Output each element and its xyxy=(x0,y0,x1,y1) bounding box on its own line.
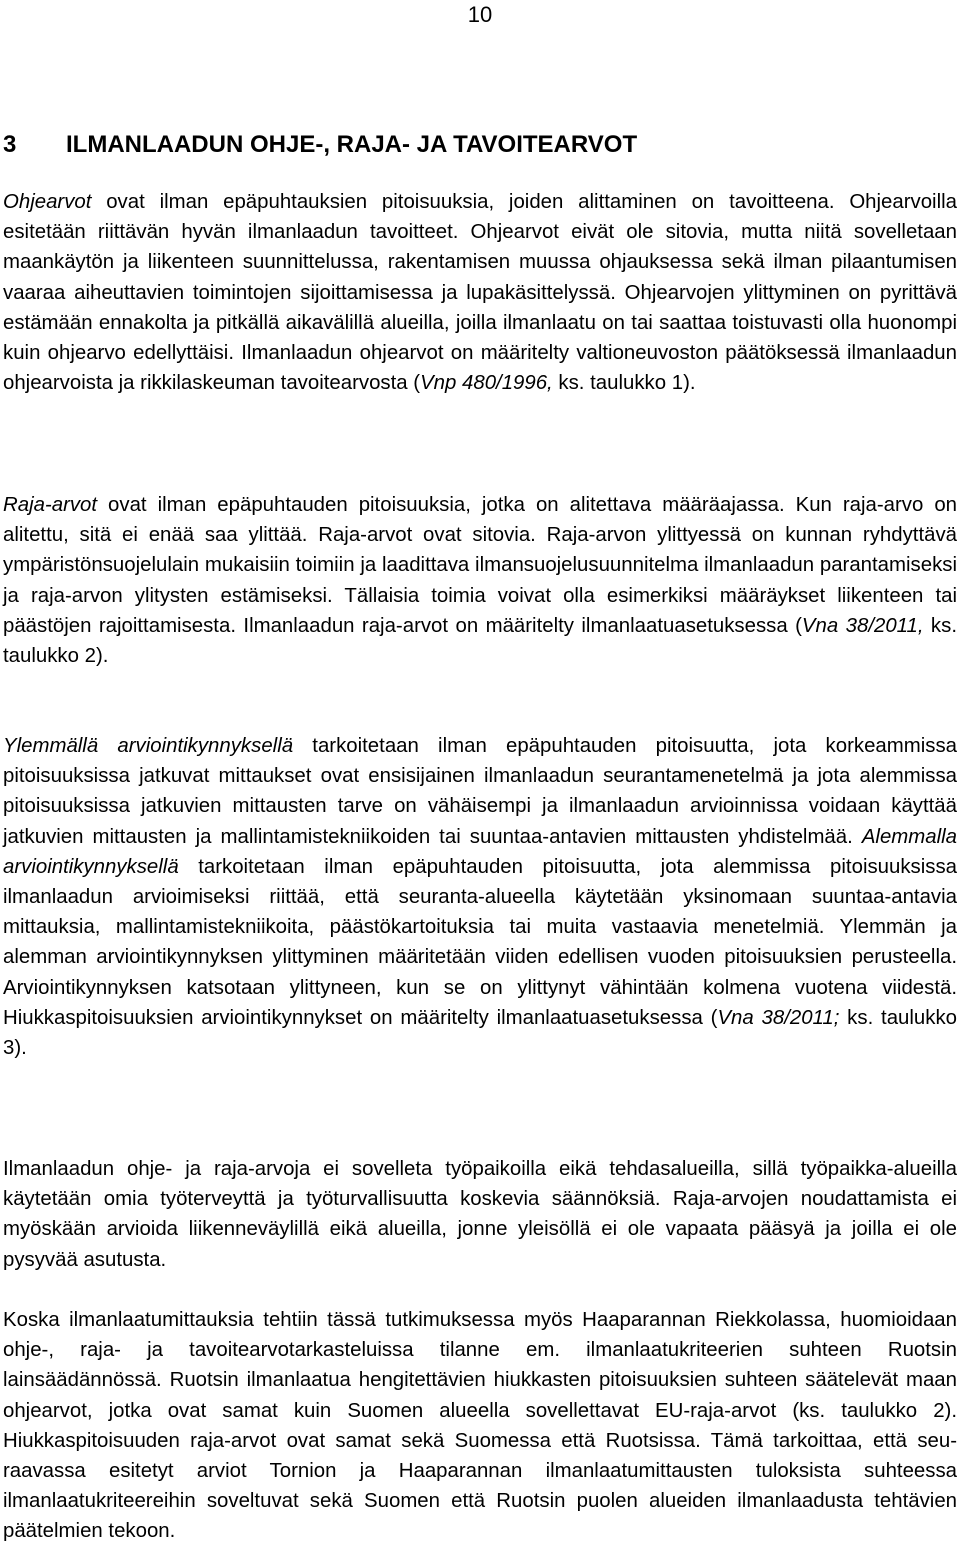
paragraph-raja-arvot xyxy=(3,490,957,671)
paragraph-soveltamisala xyxy=(3,1154,957,1275)
section-heading xyxy=(3,129,957,161)
paragraph-text: Ilmanlaadun ohje- ja raja-arvoja ei sovelleta työpaikoilla eikä tehdasalueilla, sillä työpaikka-alueilla käytetään omia työterveyttä ja työturvallisuutta koskevia säännöksiä. Raja-arvojen noudattamista ei myöskään arvioida liikenneväylillä eikä alueilla, jonne yleisöllä ei ole vapaata pääsyä ja joilla ei ole pysyvää asutusta. xyxy=(3,1158,957,1271)
term-alempi-arviointikynnys: Alemmalla arviointikynnyksellä xyxy=(3,825,957,878)
paragraph-text: Koska ilmanlaatumittauksia tehtiin tässä tutkimuksessa myös Haaparannan Riekkolassa, huomioidaan ohje-, raja- ja tavoitearvotarkasteluissa tilanne em. ilmanlaatukriteerien suhteen Ruotsin lainsäädännössä. Ruotsin ilmanlaatua hengitettävien hiukkasten pitoisuuksien suhteen säätelevät maan ohjearvot, jotka ovat samat kuin Suomen alueella sovellettavat EU-raja-arvot (ks. taulukko 2). Hiukkaspitoisuuden raja-arvot ovat samat sekä Suomessa että Ruotsissa. Tämä tarkoittaa, että seuraavassa esitetyt arviot Tornion ja Haaparannan ilmanlaatumittausten tuloksista suhteessa ilmanlaatukriteereihin soveltuvat sekä Suomen että Ruotsin puolen alueiden ilmanlaadusta tehtävien päätelmien tekoon. xyxy=(3,1309,957,1543)
reference-vnp: Vnp 480/1996, xyxy=(420,372,553,395)
paragraph-ruotsin-lainsaadanto xyxy=(3,1305,957,1547)
term-ohjearvot: Ohjearvot xyxy=(3,191,92,213)
term-ylempi-arviointikynnys: Ylemmällä arviointikynnyksellä xyxy=(3,735,294,757)
reference-vna: Vna 38/2011; xyxy=(717,1006,840,1029)
term-raja-arvot: Raja-arvot xyxy=(3,494,98,516)
page-number: 10 xyxy=(467,2,493,27)
paragraph-text: ks. taulukko 1). xyxy=(552,372,696,395)
paragraph-arviointikynnykset xyxy=(3,731,957,1063)
paragraph-text: ks. taulukko 2). xyxy=(3,614,957,668)
paragraph-text: ks. taulukko 3). xyxy=(3,1006,957,1060)
paragraph-text: ovat ilman epäpuhtauden pitoisuuksia, jotka on alitettava määräajassa. Kun raja-arvo on alitettu, sitä ei enää saa ylittää. Raja-arvot ovat sitovia. Raja-arvon ylittyessä on kunnan ryhdyttävä ympäristönsuojelulain mukaisiin toimiin ja laadittava ilmansuojelusuunnitelma ilmanlaadun parantamiseksi ja raja-arvon ylitysten estämiseksi. Tällaisia toimia voivat olla esimerkiksi määräykset liikenteen tai päästöjen rajoittamisesta. Ilmanlaadun raja-arvot on määritelty ilmanlaatuasetuksessa ( xyxy=(3,494,957,637)
reference-vna: Vna 38/2011, xyxy=(801,614,924,637)
paragraph-text: ovat ilman epäpuhtauksien pitoisuuksia, joiden alittaminen on tavoitteena. Ohjearvoilla esitetään riittävän hyvän ilmanlaadun tavoitteet. Ohjearvot eivät ole sitovia, mutta niitä sovelletaan maankäytön ja liikenteen suunnittelussa, rakentamisen muussa ohjauksessa sekä ilman pilaantumisen vaaraa aiheuttavien toimintojen sijoittamisessa ja lupakäsittelyssä. Ohjearvojen ylittyminen on pyrittävä estämään ennakolta ja pitkällä aikavälillä alueilla, joilla ilmanlaatu on tai saattaa toistuvasti olla huonompi kuin ohjearvo edellyttäisi. Ilmanlaadun ohjearvot on määritelty valtioneuvoston päätöksessä ilmanlaadun ohjearvoista ja rikkilaskeuman tavoitearvosta ( xyxy=(3,191,957,395)
paragraph-text: tarkoitetaan ilman epäpuhtauden pitoisuutta, jota korkeammissa pitoisuuksissa jatkuvat mittaukset ovat ensisijainen ilmanlaadun seurantamenetelmä ja jota alemmissa pitoisuuksissa jatkuvien mittausten tarve on vähäisempi ja ilmanlaadun arvioinnissa voidaan käyttää jatkuvien mittausten ja mallintamistekniikoiden tai suuntaa-antavien mittausten yhdistelmää. xyxy=(3,735,957,848)
section-number: 3 xyxy=(3,131,17,158)
paragraph-ohjearvot xyxy=(3,187,957,398)
paragraph-text: tarkoitetaan ilman epäpuhtauden pitoisuutta, jota alemmissa pitoisuuksissa ilmanlaadun arvioimiseksi riittää, että seuranta-alueella käytetään yksinomaan suuntaa-antavia mittauksia, mallintamistekniikoita, päästökartoituksia tai muita vastaavia menetelmiä. Ylemmän ja alemman arviointikynnyksen ylittyminen määritetään viiden edellisen vuoden pitoisuuksien perusteella. Arviointikynnyksen katsotaan ylittyneen, kun se on ylittynyt vähintään kolmena vuotena viidestä. Hiukkaspitoisuuksien arviointikynnykset on määritelty ilmanlaatuasetuksessa ( xyxy=(3,855,957,1029)
section-title: ILMANLAADUN OHJE-, RAJA- JA TAVOITEARVOT xyxy=(66,131,638,158)
